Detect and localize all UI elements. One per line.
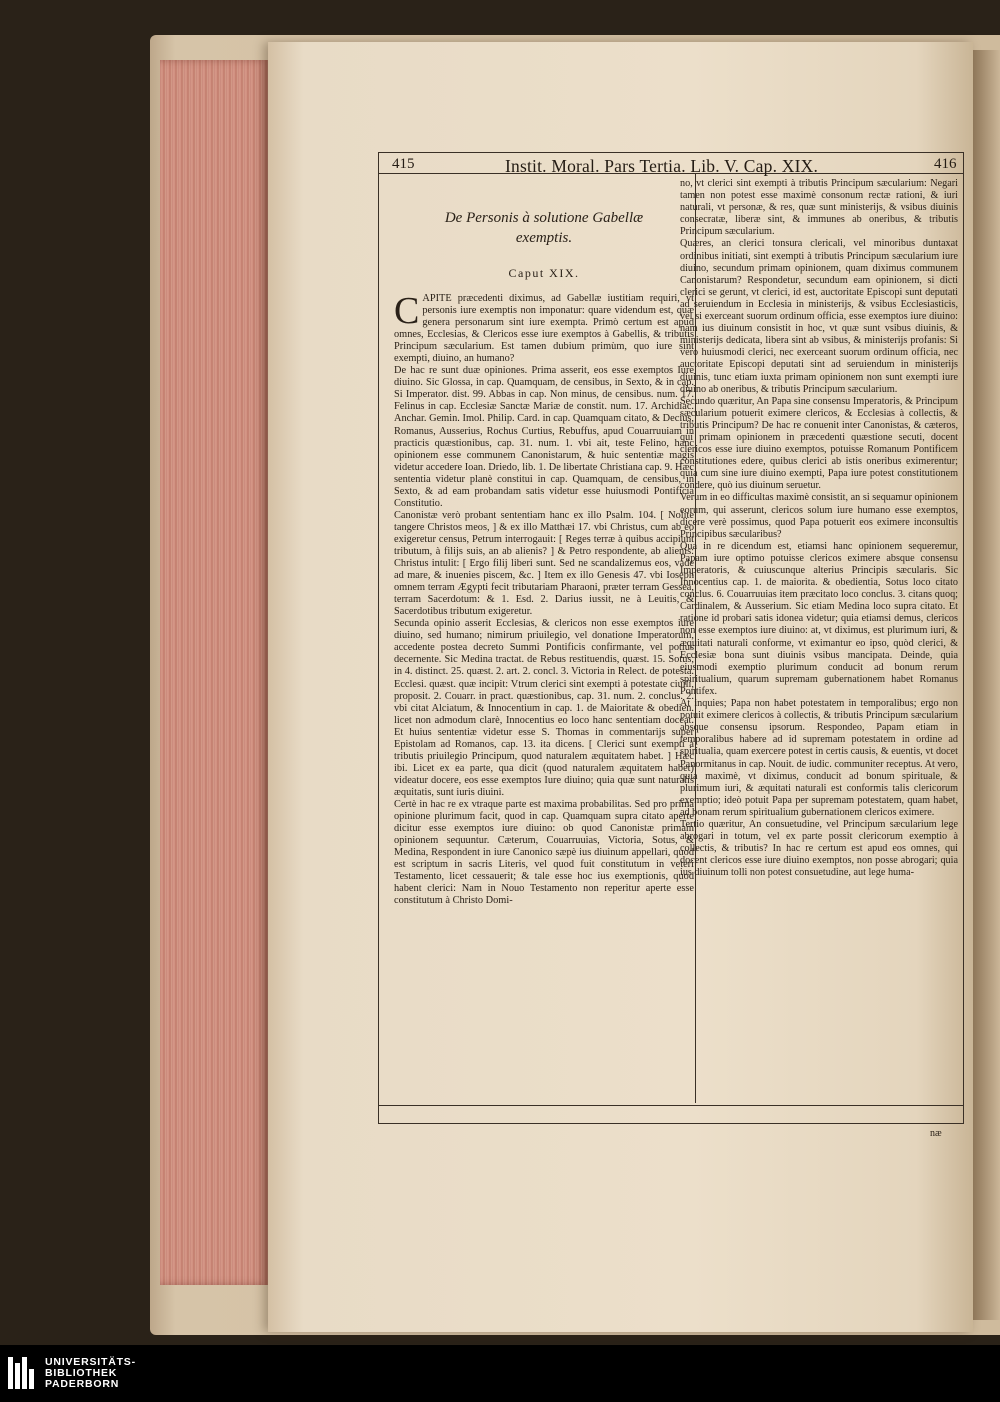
page-number-right: 416 — [934, 156, 957, 172]
paragraph: Quæres, an clerici tonsura clericali, vel minoribus duntaxat ordinibus initiati, sint exempti à tributis Principum sæcularium iure diuino, secundum primam opinionem, quam diximus communem Canonistarum? Respondetur, secundum eam opinionem, si dicti clerici se gerunt, vt clerici, id est, auctoritate Episcopi sunt deputati ad seruiendum in Ecclesia in ministerijs, & vsibus Ecclesiasticis, vel si exerceant suorum ordinum officia, esse exemptos iure diuino: nam ius diuinum consistit in hoc, vt quæ sunt vsibus diuinis, & ministerijs dedicata, libera sint ab vsibus, & ministerijs profanis: Si vero huiusmodi clerici, nec exerceant suorum ordinum officia, nec auctoritate Episcopi deputati sint ad seruiendum in ministerijs diuinis, tunc etiam iuxta primam opinionem non sunt exempti iure diuino ab oneribus, & tributis Principum sæcularium. — [680, 238, 958, 395]
paragraph: De hac re sunt duæ opiniones. Prima asserit, eos esse exemptos Iure diuino. Sic Glossa, in cap. Quamquam, de censibus, in Sexto, & in cap. Si Imperator. dist. 99. Abbas in cap. Non minus, de censibus. num. 17. Felinus in cap. Ecclesiæ Sanctæ Mariæ de constit. num. 17. Archidiac. Anchar. Gemin. Imol. Philip. Card. in cap. Quamquam citato, & Decius, Romanus, Ausserius, Rochus Curtius, Rebuffus, apud Couarruuiam in practicis quæstionibus, cap. 31. num. 1. vbi ait, teste Felino, hanc opinionem esse communem Canonistarum, & huic sententiæ magis videtur accedere Ioan. Driedo, lib. 1. De libertate Christiana cap. 9. Hæc sententia videtur planè constitui in cap. Quamquam, de censibus, in Sexto, & ad eam probandam satis videtur esse huiusmodi Pontificia Constitutio. — [394, 365, 694, 509]
paragraph: Secundo quæritur, An Papa sine consensu Imperatoris, & Principum sæcularium potuerit eximere clericos, & Ecclesias à collectis, & tributis Principum? De hac re conuenit inter Canonistas, & cæteros, qui primam opinionem in præcedenti quæstione secuti, docent clericos esse iure diuino exemptos, potuisse Romanum Pontificem constitutiones edere, quibus clerici ab istis oneribus eximerentur; quia cum sine iure diuino exempti, Papa iure potest constitutionem condere, quò ius diuinum seruetur. — [680, 395, 958, 492]
left-column-text — [394, 290, 694, 907]
org-name-line-1: UNIVERSITÄTS- — [45, 1356, 136, 1368]
facing-page-edge — [973, 50, 1000, 1320]
paragraph: Certè in hac re ex vtraque parte est maxima probabilitas. Sed pro prima opinione plurimum facit, quod in cap. Quamquam supra citato aperte dicitur esse exemptos iure diuino: ob quod Canonistæ primam opinionem sequuntur. Cæterum, Couarruuias, Victoria, Sotus, & Medina, Respondent in iure Canonico sæpè ius diuinum appellari, quod est scriptum in sacris Literis, vel quod fuit constitutum in veteri Testamento, licet cessauerit; & tale esse hoc ius exemptionis, quod habent clerici: Nam in Nouo Testamento non reperitur aperte esse constitutum à Christo Domi- — [394, 798, 694, 907]
left-column — [394, 182, 694, 907]
section-heading — [394, 182, 694, 248]
paragraph: Secunda opinio asserit Ecclesias, & clericos non esse exemptos iure diuino, sed humano; nimirum priuilegio, vel donatione Imperatorum, accedente postea decreto Summi Pontificis confirmante, vel potius decernente. Sic Medina tractat. de Rebus restituendis, quæst. 15. Sotus, in 4. distinct. 25. quæst. 2. art. 2. concl. 3. Victoria in Relect. de potesta. Ecclesi. quæst. quæ incipit: Vtrum clerici sint exempti à potestate ciuili, proposit. 2. Couarr. in pract. quæstionibus, cap. 31. num. 2. conclus. 2. vbi citat Alciatum, & Innocentium in cap. 1. de Maioritate & obedien. licet non admodum clarè, Innocentius eo loco hanc sententiam doceat. Et huius sententiæ videtur esse S. Thomas in commentarijs super Epistolam ad Romanos, cap. 13. ita dicens. [ Clerici sunt exempti à tributis priuilegio Principum, quod naturalem æquitatem habet. ] Hæc ibi. Licet ex ea parte, qua dicit (quod naturalem æquitatem habet) videatur docere, eos esse exemptos Iure diuino; quia quæ sunt naturalis æquitatis, sunt iuris diuini. — [394, 618, 694, 798]
paragraph: Canonistæ verò probant sententiam hanc ex illo Psalm. 104. [ Nolite tangere Christos meos, ] & ex illo Matthæi 17. vbi Christus, cum ab eo exigeretur census, Petrum interrogauit: [ Reges terræ à quibus accipiunt tributum, à filijs suis, an ab alienis? ] & Petro respondente, ab alienis: Christus intulit: [ Ergo filij liberi sunt. Sed ne scandalizemus eos, vade ad mare, & inuenies piscem, &c. ] Item ex illo Genesis 47. vbi Ioseph omnem terram Ægypti fecit tributariam Pharaoni, præter terram Gessea, terram Sacerdotum: & 1. Esd. 2. Darius iussit, ne à Leuitis, & Sacerdotibus tributum exigeretur. — [394, 509, 694, 618]
page-edges — [160, 60, 270, 1285]
drop-cap: C — [394, 290, 420, 332]
paragraph: Qua in re dicendum est, etiamsi hanc opinionem sequeremur, Papam iure optimo potuisse clericos eximere absque consensu Imperatoris, & cuiuscunque alterius Principis sæcularis. Sic Innocentius cap. 1. de maiorita. & obedientia, Sotus loco citato conclus. 6. Couarruuias item præcitato loco conclus. 3. citans quoq; Cardinalem, & Ausserium. Sic etiam Medina loco supra citato. Et ratione id probari satis idonea videtur; quia etiamsi demus, clericos non esse exemptos iure diuino: at, vt diximus, est plurimum iuri, & æquitati naturali conforme, vt eximantur eo ipso, quòd clerici, & Ecclesiæ bona sunt diuinis vsibus mancipata. Deinde, quia eiusmodi exemptio plurimum conducit ad bonum rerum spiritualium, quarum supremam gubernationem habet Romanus Pontifex. — [680, 540, 958, 697]
catchword: næ — [930, 1128, 942, 1139]
university-library-bars-icon — [8, 1357, 36, 1389]
library-footer-bar — [0, 1345, 1000, 1402]
page-number-left: 415 — [392, 156, 415, 172]
paragraph: Verum in eo difficultas maximè consistit, an si sequamur opinionem eorum, qui asserunt, clericos solum iure humano esse exemptos, dicere verè possimus, quod Papa potuerit eos eximere inconsultis Principibus sæcularibus? — [680, 492, 958, 540]
org-name-line-3: PADERBORN — [45, 1378, 120, 1390]
right-column — [680, 178, 958, 879]
org-name-line-2: BIBLIOTHEK — [45, 1367, 118, 1379]
section-heading-line-2: exemptis. — [515, 230, 573, 246]
section-heading-line-1: De Personis à solutione Gabellæ — [444, 210, 644, 226]
paragraph: no, vt clerici sint exempti à tributis Principum sæcularium: Negari tamen non potest esse maximè consonum rectæ rationi, & iuri naturali, vt personæ, & res, quæ sunt ministerijs, & vsibus diuinis consecratæ, liberæ sint, & immunes ab oneribus, & tributis Principum sæcularium. — [680, 178, 958, 238]
paragraph: At inquies; Papa non habet potestatem in temporalibus; ergo non potuit eximere clericos à collectis, & tributis Principum sæcularium absque consensu ipsorum. Respondeo, Papam etiam in temporalibus habere ad id supremam potestatem in ordine ad spiritualia, quam exercere potest in certis causis, & euentis, vt docet Panormitanus in cap. Nouit. de iudic. communiter receptus. At vero, quia maximè, vt diximus, conducit ad bonum spirituale, & plurimum iuri, & æquitati naturali est conformis talis clericorum exemptio; ideò potuit Papa per supremam potestatem, quam habet, ad bonam rerum spiritualium gubernationem clericos eximere. — [680, 698, 958, 818]
paragraph: Tertio quæritur, An consuetudine, vel Principum sæcularium lege abrogari in totum, vel ex parte possit clericorum exemptio à collectis, & tributis? In hac re certum est apud eos omnes, qui docent clericos esse iure diuino exemptos, non posse abrogari; quia ius diuinum tolli non potest consuetudine, aut lege huma- — [680, 818, 958, 879]
footer-rule — [379, 1105, 963, 1106]
paragraph: CAPITE præcedenti diximus, ad Gabellæ iustitiam requiri, vt personis iure exemptis non imponatur: quare videndum est, quæ genera personarum sint iure exempta. Primò certum est apud omnes, Ecclesias, & Clericos esse iure exemptos à Gabellis, & tributis Principum sæcularium. Est tamen dubium primùm, quo iure sint exempti, diuino, an humano? — [394, 290, 694, 365]
chapter-title: Caput XIX. — [508, 266, 580, 280]
running-title: Instit. Moral. Pars Tertia. Lib. V. Cap. XIX. — [505, 156, 819, 176]
